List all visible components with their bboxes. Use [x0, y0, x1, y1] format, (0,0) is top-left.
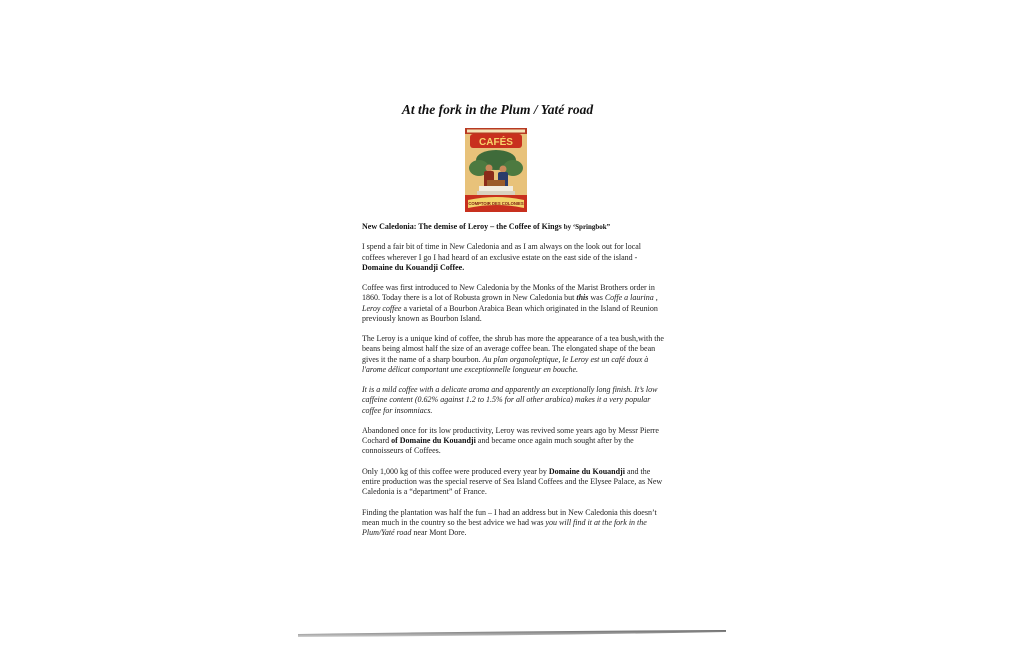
cafes-poster-image — [465, 128, 527, 212]
article-heading-main: New Caledonia: The demise of Leroy – the Coffee of Kings — [362, 222, 562, 231]
paragraph-history-text-c: a varietal of a Bourbon Arabica Bean which originated in the Island of Reunion previously known as Bourbon Island. — [362, 303, 658, 323]
paragraph-production-text-b: and the entire production was the special reserve of Sea Island Coffees and the Elysee Palace, as New Caledonia is a “department” of France. — [362, 466, 663, 497]
paragraph-production-text-a: Only 1,000 kg of this coffee were produced every year by — [362, 466, 549, 476]
paragraph-intro-text: I spend a fair bit of time in New Caledonia and as I am always on the look out for local coffees wherever I go I had heard of an exclusive estate on the east side of the island - — [362, 242, 642, 262]
poster-header-text: CAFÉS — [479, 137, 513, 148]
article-byline: by ‘Springbok” — [563, 223, 611, 231]
paragraph-revival — [362, 426, 664, 457]
paragraph-history-text-a: Coffee was first introduced to New Caledonia by the Monks of the Marist Brothers order in 1860. Today there is a lot of Robusta grown in New Caledonia but — [362, 283, 655, 303]
paragraph-finding-text-b: near Mont Dore. — [411, 527, 467, 537]
paragraph-intro — [362, 242, 664, 273]
article-heading — [362, 222, 664, 232]
estate-name: Domaine du Kouandji Coffee. — [362, 262, 465, 272]
variety-name: Coffe a laurina , Leroy coffee — [362, 293, 658, 313]
article-body — [362, 222, 664, 548]
page-shadow — [298, 630, 726, 638]
emphasis-this: this — [576, 293, 589, 303]
paragraph-history — [362, 283, 664, 324]
paragraph-revival-text-a: Abandoned once for its low productivity, Leroy was revived some years ago by Messr Pierre Cochard — [362, 425, 659, 446]
poster-illustration — [465, 128, 527, 212]
french-quote: Au plan organoleptique, le Leroy est un café doux à l'arome délicat comportant une exceptionnelle longueur en bouche. — [362, 354, 649, 374]
page-title: At the fork in the Plum / Yaté road — [401, 102, 594, 117]
poster-footer-text: COMPTOIR DES COLONIES — [468, 201, 524, 206]
estate-name-revival: of Domaine du Kouandji — [391, 436, 476, 446]
paragraph-description-text: The Leroy is a unique kind of coffee, the shrub has more the appearance of a tea bush,with the beans being almost half the size of an average coffee bean. The elongated shape of the bean gives it the name of a sharp bourbon. — [362, 334, 664, 364]
paragraph-description — [362, 334, 664, 375]
paragraph-finding-text-a: Finding the plantation was half the fun – I had an address but in New Caledonia this doesn’t mean much in the country so the best advice we had was — [362, 507, 657, 527]
estate-name-production: Domaine du Kouandji — [548, 466, 625, 476]
paragraph-finding — [362, 508, 664, 539]
paragraph-production — [362, 467, 664, 498]
paragraph-revival-text-b: and became once again much sought after by the connoisseurs of Coffees. — [362, 436, 634, 456]
paragraph-history-text-b: was — [588, 293, 605, 303]
paragraph-tasting: It is a mild coffee with a delicate aroma and apparently an exceptionally long finish. It’s low caffeine content (0.62% against 1.2 to 1.5% for all other arabica) makes it a very popular coffee for insomniacs. — [362, 385, 658, 415]
directions-quote: you will find it at the fork in the Plum/Yaté road — [362, 517, 647, 537]
